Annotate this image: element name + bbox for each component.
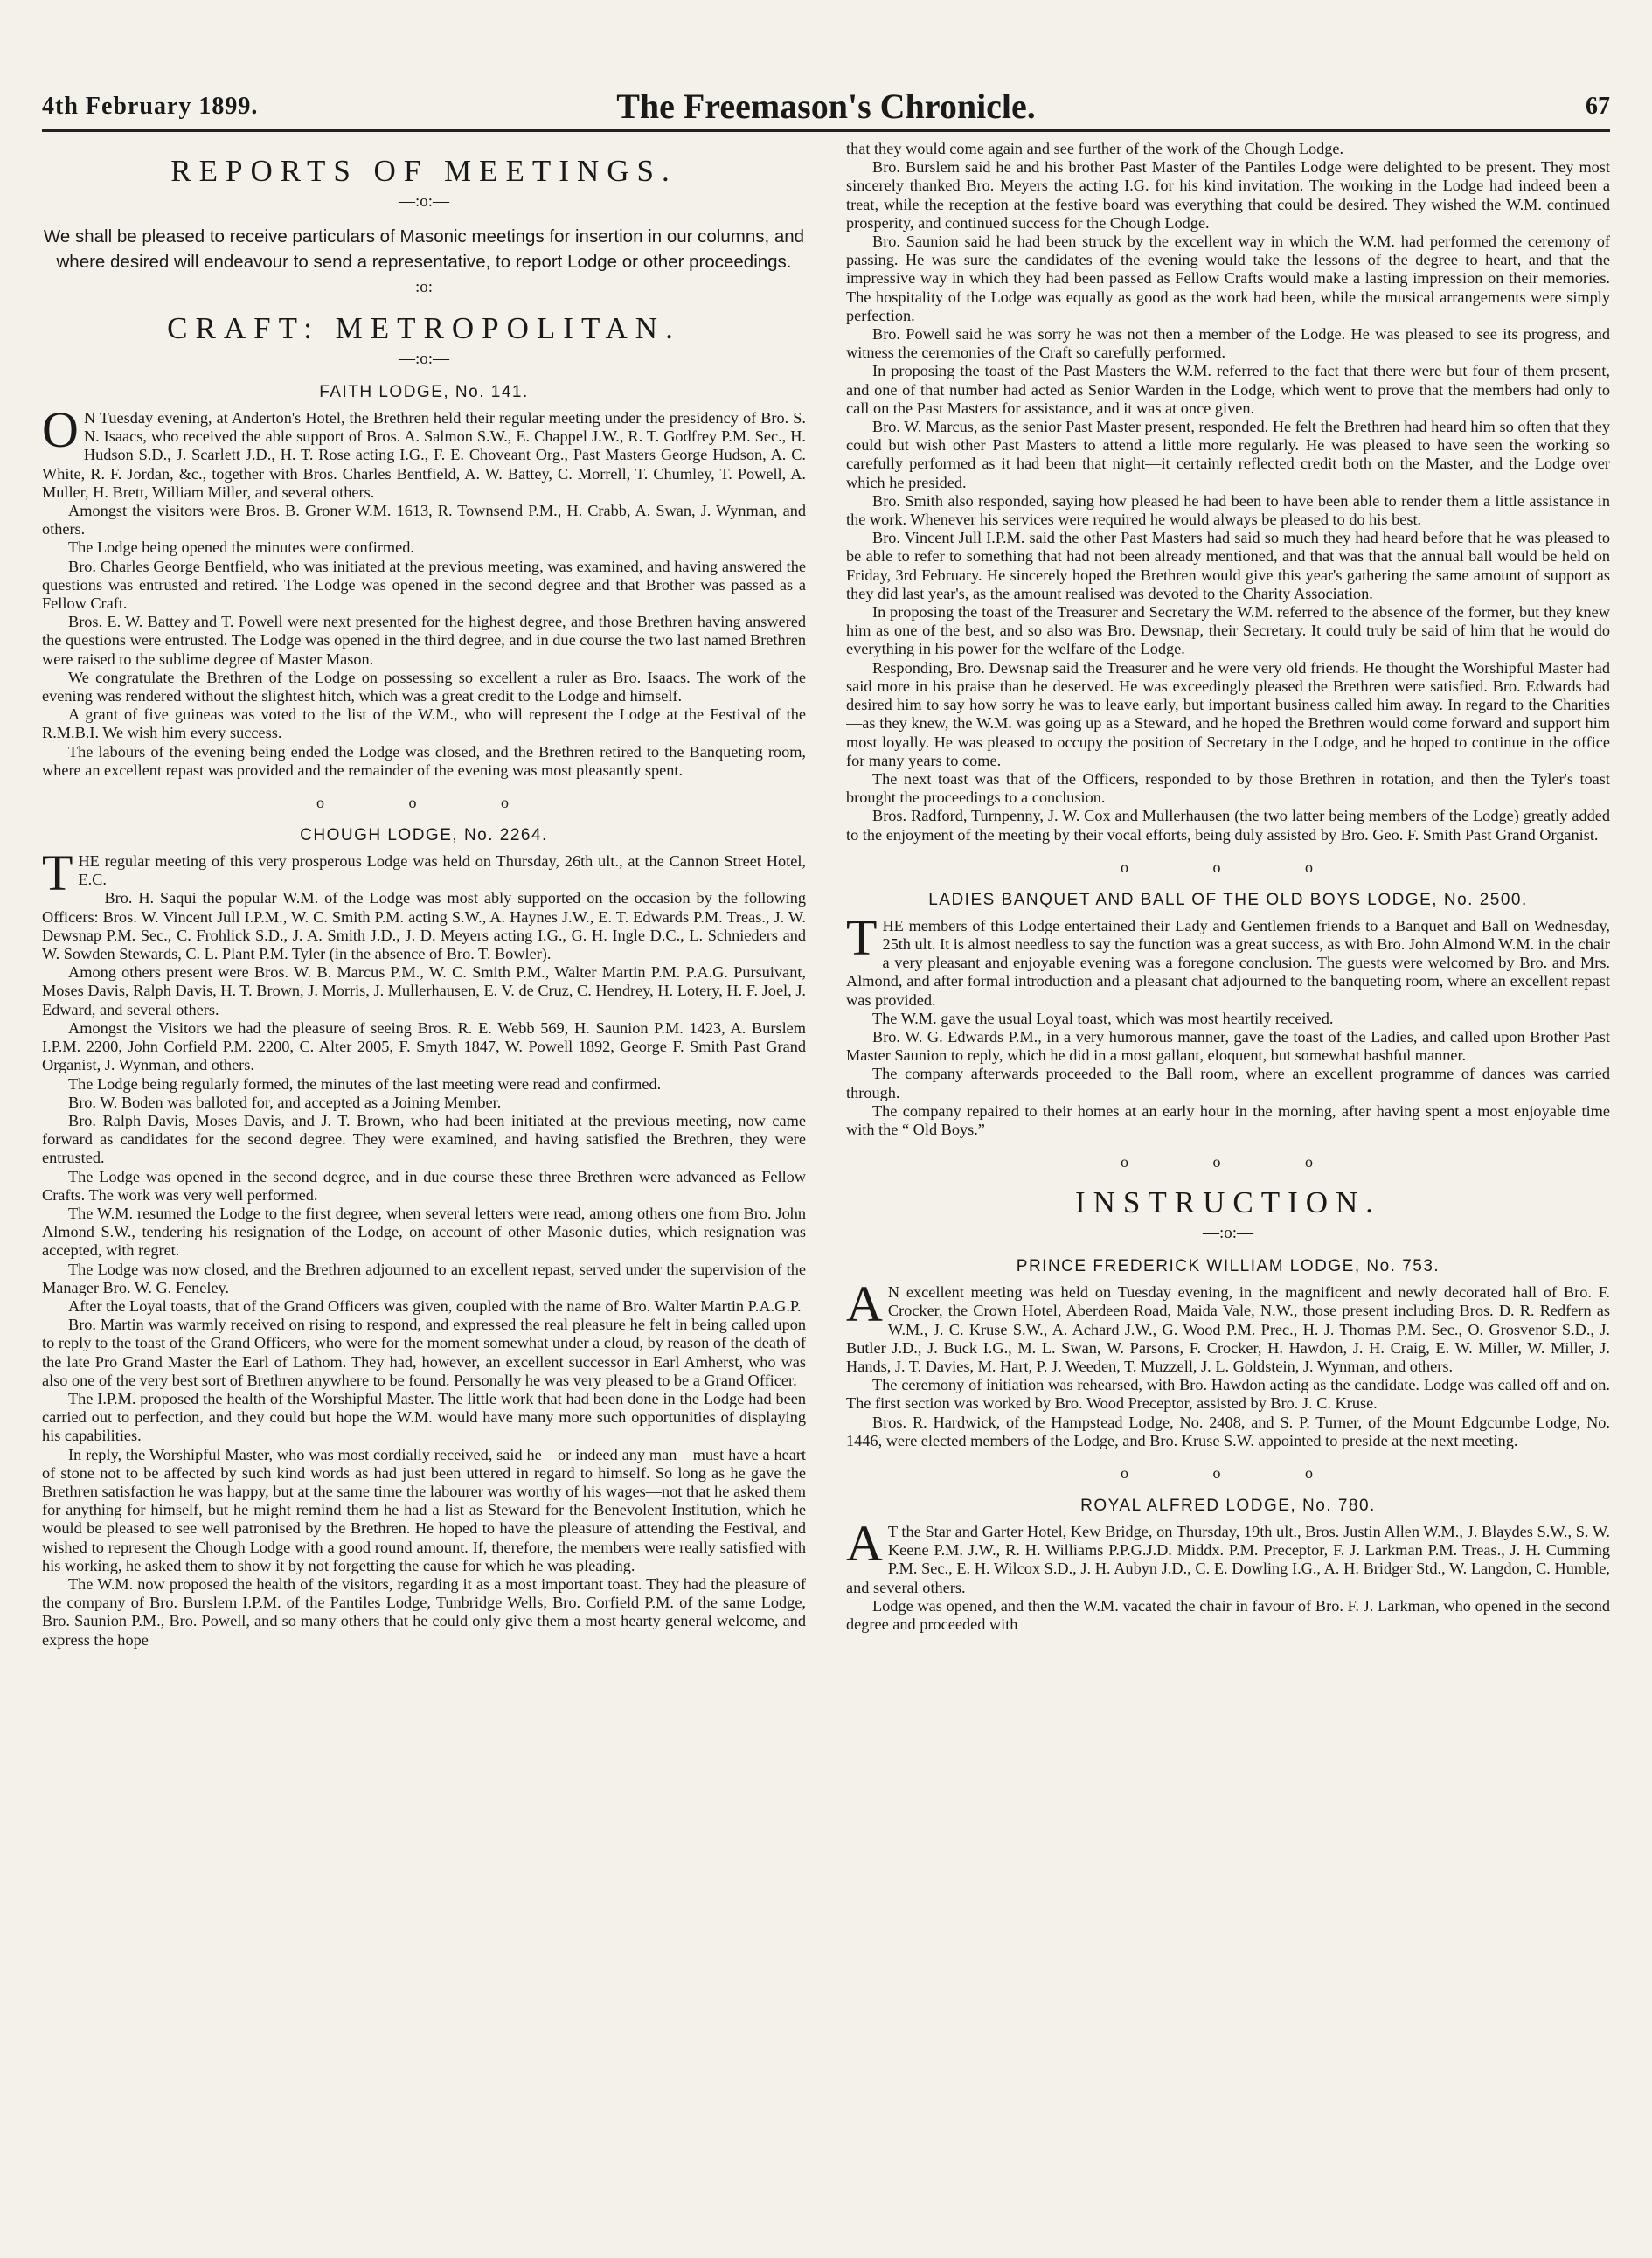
chough-paragraph: Among others present were Bros. W. B. Marcus P.M., W. C. Smith P.M., Walter Martin P.M. P.A.G. Pursuivant, Moses Davis, Ralph Davis, H. T. Brown, J. Morris, J. Mullerhausen, E. V. de Cruz, C. Hendrey, H. Lotery, H. F. Joel, J. Edward, and several others. — [42, 963, 806, 1018]
pfw-paragraph: A N excellent meeting was held on Tuesday evening, in the magnificent and newly decorated hall of Bro. F. Crocker, the Crown Hotel, Aberdeen Road, Maida Vale, N.W., those present including Bros. D. R. Redfern as W.M., J. C. Kruse S.W., A. Achard J.W., G. Wood P.M. Prec., H. J. Thomas P.M. Sec., O. Grosvenor S.D., J. Butler J.D., J. Buck I.G., M. L. Swan, W. Parsons, F. Crocker, H. Hawdon, J. H. Craig, E. W. Miller, W. Miller, J. Hands, J. T. Davies, M. Hart, P. J. Weeden, T. Muzzell, J. L. Goldstein, J. Wynman, and others. — [846, 1275, 1610, 1375]
section-separator: o o o — [1121, 1153, 1353, 1171]
ladies-paragraph: The W.M. gave the usual Loyal toast, which was most heartily received. — [872, 1009, 1334, 1027]
editorial-notice: We shall be pleased to receive particulars of Masonic meetings for insertion in our columns, and where desired will endeavour to send a representative, to report Lodge or other proceedings. — [43, 226, 805, 272]
reports-heading: REPORTS OF MEETINGS. — [170, 154, 677, 188]
faith-paragraph: Bros. E. W. Battey and T. Powell were next presented for the highest degree, and those Brethren having answered the questions were entrusted. The Lodge was opened in the third degree, and in due course the two last named Brethren were raised to the sublime degree of Master Mason. — [42, 613, 806, 668]
faith-paragraph: O N Tuesday evening, at Anderton's Hotel, the Brethren held their regular meeting under the presidency of Bro. S. N. Isaacs, who received the able support of Bros. A. Salmon S.W., E. Chappel J.W., R. T. Godfrey P.M. Sec., H. Hudson S.D., J. Scarlett J.D., H. T. Rose acting I.G., F. E. Choveant Org., Past Masters George Hudson, A. C. White, R. F. Jordan, &c., together with Bros. Charles Bentfield, A. W. Battey, C. Morrell, T. Chumley, T. Powell, A. Muller, H. Brett, William Miller, and several others. — [42, 401, 806, 501]
craft-heading: CRAFT: METROPOLITAN. — [167, 311, 681, 345]
chough-paragraph: In proposing the toast of the Past Masters the W.M. referred to the fact that there were but four of them present, and one of that number had acted as Senior Warden in the Lodge, which went to prove that the members had only to call on the Past Masters for assistance, and it was at once given. — [846, 362, 1610, 417]
prince-frederick-william-title: PRINCE FREDERICK WILLIAM LODGE, No. 753. — [1016, 1257, 1440, 1276]
ladies-paragraph: Bro. W. G. Edwards P.M., in a very humorous manner, gave the toast of the Ladies, and called upon Brother Past Master Saunion to reply, which he did in a most gallant, eloquent, but somewhat bashful manner. — [846, 1027, 1610, 1065]
right-column — [846, 140, 1610, 2238]
chough-continued: that they would come again and see further of the work of the Chough Lodge. — [846, 140, 1344, 157]
faith-paragraph: A grant of five guineas was voted to the list of the W.M., who will represent the Lodge at the Festival of the R.M.B.I. We wish him every success. — [42, 705, 806, 742]
instruction-heading: INSTRUCTION. — [1074, 1185, 1382, 1220]
pfw-paragraph: The ceremony of initiation was rehearsed, with Bro. Hawdon acting as the candidate. Lodge was called off and on. The first section was worked by Bro. Wood Preceptor, assisted by Bro. J. C. Kruse. — [846, 1376, 1610, 1413]
header-rule — [42, 129, 1610, 132]
chough-paragraph: Bro. W. Marcus, as the senior Past Master present, responded. He felt the Brethren had heard him so often that they could but wish other Past Masters to attend a little more regularly. He was pleased to have seen the working so carefully performed as it had been that night—it certainly reflected credit both on the Master, and the Lodge over which he presided. — [846, 418, 1610, 491]
drop-cap: T — [846, 908, 878, 966]
chough-paragraph: The W.M. now proposed the health of the visitors, regarding it as a most important toast. They had the pleasure of the company of Bro. Burslem I.P.M. of the Pantiles Lodge, Tunbridge Wells, Bro. Corfield P.M. of the same Lodge, Bro. Saunion P.M., Bro. Powell, and so many others that he could only give them a most hearty general welcome, and express the hope — [42, 1574, 806, 1649]
faith-paragraph: We congratulate the Brethren of the Lodge on possessing so excellent a ruler as Bro. Isaacs. The work of the evening was rendered without the slightest hitch, which was a great credit to the Lodge and himself. — [42, 668, 806, 705]
page-header — [42, 86, 1610, 126]
section-separator: o o o — [316, 794, 549, 812]
chough-paragraph: Bro. Vincent Jull I.P.M. said the other Past Masters had said so much they had heard before that he was pleased to be able to refer to something that had not been already mentioned, and that was that the annual ball would be held on Friday, 3rd February. He sincerely hoped the Brethren would give this year's gathering the same amount of support as they did last year's, as the amount realised was devoted to the Charity Association. — [846, 529, 1610, 602]
chough-paragraph: Responding, Bro. Dewsnap said the Treasurer and he were very old friends. He thought the Worshipful Master had said more in his praise than he deserved. He was exceedingly pleased the Brethren were satisfied. Bro. Edwards had desired him to say how sorry he was to leave early, but important business called him away. In regard to the Charities—as they knew, the W.M. was going up as a Steward, and he hoped the Brethren would come forward and support him most loyally. He was pleased to occupy the position of Secretary in the Lodge, and he hoped to continue in the office for many years to come. — [846, 658, 1610, 769]
ornament: —:o:— — [398, 350, 450, 368]
masthead-title: The Freemason's Chronicle. — [616, 87, 1036, 126]
chough-paragraph: Bros. Radford, Turnpenny, J. W. Cox and Mullerhausen (the two latter being members of the Lodge) greatly added to the enjoyment of the meeting by their vocal efforts, being duly assisted by Bro. Geo. F. Smith Past Grand Organist. — [846, 807, 1610, 844]
faith-paragraph: The labours of the evening being ended the Lodge was closed, and the Brethren retired to the Banqueting room, where an excellent repast was provided and the remainder of the evening was most pleasantly spent. — [42, 742, 806, 779]
pfw-paragraph: Bros. R. Hardwick, of the Hampstead Lodge, No. 2408, and S. P. Turner, of the Mount Edgcumbe Lodge, No. 1446, were elected members of the Lodge, and Bro. Kruse S.W. appointed to preside at the next meeting. — [846, 1413, 1610, 1449]
section-separator: o o o — [1121, 858, 1353, 876]
chough-paragraph: Bro. Martin was warmly received on rising to respond, and expressed the real pleasure he felt in being called upon to reply to the toast of the Grand Officers, who were for the moment somewhat under a cloud, by reason of the death of the late Pro Grand Master the Earl of Lathom. They had, however, an excellent successor in Earl Amherst, who was also one of the very best sort of Brethren anywhere to be found. Personally he was very pleased to be a Grand Officer. — [42, 1316, 806, 1389]
chough-paragraph: Bro. Burslem said he and his brother Past Master of the Pantiles Lodge were delighted to be present. They most sincerely thanked Bro. Meyers the acting I.G. for his kind invitation. The working in the Lodge had indeed been a treat, while the reception at the festive board was everything that could be desired. They wished the W.M. continued prosperity, and continued success for the Chough Lodge. — [846, 158, 1610, 232]
ladies-paragraph: The company afterwards proceeded to the Ball room, where an excellent programme of dances was carried through. — [846, 1065, 1610, 1101]
chough-paragraph: Amongst the Visitors we had the pleasure of seeing Bros. R. E. Webb 569, H. Saunion P.M. 1423, A. Burslem I.P.M. 2200, John Corfield P.M. 2200, C. Alter 2005, F. Smyth 1847, W. Powell 1892, George F. Smith Past Grand Organist, J. Wynman, and others. — [42, 1018, 806, 1074]
ladies-paragraph: THE members of this Lodge entertained their Lady and Gentlemen friends to a Banquet and Ball on Wednesday, 25th ult. It is almost needless to say the function was a great success, as with Bro. John Almond W.M. in the chair a very pleasant and enjoyable evening was a foregone conclusion. The guests were welcomed by Bro. and Mrs. Almond, and after formal introduction and a pleasant chat adjourned to the banqueting room, where an excellent repast was provided. — [846, 908, 1610, 1009]
ladies-banquet-title: LADIES BANQUET AND BALL OF THE OLD BOYS LODGE, No. 2500. — [928, 890, 1528, 909]
chough-paragraph: The Lodge was opened in the second degree, and in due course these three Brethren were advanced as Fellow Crafts. The work was very well performed. — [42, 1167, 806, 1204]
royal-alfred-title: ROYAL ALFRED LODGE, No. 780. — [1080, 1496, 1376, 1515]
chough-paragraph: After the Loyal toasts, that of the Grand Officers was given, coupled with the name of Bro. Walter Martin P.A.G.P. — [68, 1296, 802, 1315]
royal-alfred-paragraph: Lodge was opened, and then the W.M. vacated the chair in favour of Bro. F. J. Larkman, who opened in the second degree and proceeded with — [846, 1596, 1610, 1633]
chough-paragraph: Bro. W. Boden was balloted for, and accepted as a Joining Member. — [68, 1093, 502, 1111]
chough-paragraph: Bro. Ralph Davis, Moses Davis, and J. T. Brown, who had been initiated at the previous meeting, now came forward as candidates for the second degree. They were examined, and having satisfied the Brethren, they were entrusted. — [42, 1111, 806, 1167]
chough-paragraph: Bro. Powell said he was sorry he was not then a member of the Lodge. He was pleased to see its progress, and witness the ceremonies of the Craft so carefully performed. — [846, 325, 1610, 362]
chough-paragraph: Bro. Saunion said he had been struck by the excellent way in which the W.M. had performed the ceremony of passing. He was sure the candidates of the evening would take the lessons of the degree to heart, and that the impressive way in which they had been passed as Fellow Crafts would make a lasting impression on their memories. The hospitality of the Lodge was equally as good as the work had been, while the musical arrangements were simply perfection. — [846, 233, 1610, 324]
ornament: —:o:— — [398, 192, 450, 211]
left-column — [42, 140, 806, 2238]
ornament: —:o:— — [398, 278, 450, 296]
section-separator: o o o — [1121, 1463, 1353, 1482]
drop-cap: T — [42, 844, 73, 902]
ladies-paragraph: The company repaired to their homes at an early hour in the morning, after having spent a most enjoyable time with the “ Old Boys.” — [846, 1101, 1610, 1138]
royal-alfred-paragraph: A T the Star and Garter Hotel, Kew Bridge, on Thursday, 19th ult., Bros. Justin Allen W.M., J. Blaydes S.W., S. W. Keene P.M. J.W., R. H. Williams P.P.G.J.D. Middx. P.M. Preceptor, F. J. Larkman P.M. Treas., J. H. Cumming P.M. Sec., E. H. Wilcox S.D., J. H. Aubyn J.D., C. E. Dowling I.G., A. H. Bridger Std., W. Langdon, C. Humble, and several others. — [846, 1514, 1610, 1596]
chough-paragraph: The Lodge was now closed, and the Brethren adjourned to an excellent repast, served under the supervision of the Manager Bro. W. G. Feneley. — [42, 1260, 806, 1296]
chough-paragraph: The I.P.M. proposed the health of the Worshipful Master. The little work that had been done in the Lodge had been carried out to perfection, and they could but hope the W.M. would have many more such opportunities of displaying his capabilities. — [42, 1389, 806, 1445]
ornament: —:o:— — [1202, 1224, 1254, 1243]
chough-paragraph: In reply, the Worshipful Master, who was most cordially received, said he—or indeed any man—must have a heart of stone not to be affected by such kind words as had just been uttered in regard to himself. So long as he gave the Brethren satisfaction he was happy, but at the same time the labourer was worthy of his wages—not that he asked them for anything for himself, but he might remind them he had a list as Steward for the Benevolent Institution, which he would be pleased to see well patronised by the Brethren. He hoped to have the pleasure of attending the Festival, and wished to represent the Chough Lodge with a good round amount. If, therefore, the members were really satisfied with his working, he asked them to show it by not forgetting the cause for which he was pleading. — [42, 1445, 806, 1574]
chough-lodge-title: CHOUGH LODGE, No. 2264. — [300, 826, 548, 845]
drop-cap: O — [42, 401, 79, 458]
chough-paragraph: Bro. H. Saqui the popular W.M. of the Lodge was most ably supported on the occasion by the following Officers: Bros. W. Vincent Jull I.P.M., W. C. Smith P.M. acting S.W., A. Haynes J.W., E. T. Edwards P.M. Treas., J. W. Dewsnap P.M. Sec., C. Frohlick S.D., J. A. Smith J.D., J. D. Meyers acting I.G., G. H. Ingle D.C., L. Schnieders and W. Sowden Stewards, C. L. Plant P.M. Tyler (in the absence of Bro. T. Bowler). — [42, 889, 806, 963]
chough-paragraph: The next toast was that of the Officers, responded to by those Brethren in rotation, and then the Tyler's toast brought the proceedings to a conclusion. — [846, 769, 1610, 807]
issue-date: 4th February 1899. — [42, 93, 259, 120]
faith-paragraph: Bro. Charles George Bentfield, who was initiated at the previous meeting, was examined, and having answered the questions was entrusted and retired. The Lodge was opened in the second degree and that Brother was passed as a Fellow Craft. — [42, 557, 806, 613]
drop-cap: A — [846, 1514, 883, 1572]
chough-paragraph: THE regular meeting of this very prosperous Lodge was held on Thursday, 26th ult., at the Cannon Street Hotel, E.C. — [42, 844, 806, 902]
chough-paragraph: The Lodge being regularly formed, the minutes of the last meeting were read and confirmed. — [68, 1074, 662, 1093]
faith-lodge-title: FAITH LODGE, No. 141. — [319, 383, 529, 401]
chough-paragraph: The W.M. resumed the Lodge to the first degree, when several letters were read, among others one from Bro. John Almond S.W., tendering his resignation of the Lodge, on account of other Masonic duties, which resignation was accepted, with regret. — [42, 1204, 806, 1260]
chough-paragraph: In proposing the toast of the Treasurer and Secretary the W.M. referred to the absence of the former, but they knew him as one of the best, and so also was Bro. Dewsnap, their Secretary. It could truly be said of him that he would do everything in his power for the welfare of the Lodge. — [846, 603, 1610, 658]
page-number: 67 — [1586, 93, 1610, 120]
drop-cap: A — [846, 1275, 883, 1333]
faith-paragraph: The Lodge being opened the minutes were confirmed. — [68, 538, 414, 557]
chough-paragraph: Bro. Smith also responded, saying how pleased he had been to have been able to render them a little assistance in the work. Whenever his services were required he would always be pleased to do his best. — [846, 491, 1610, 529]
faith-paragraph: Amongst the visitors were Bros. B. Groner W.M. 1613, R. Townsend P.M., H. Crabb, A. Swan, J. Wynman, and others. — [42, 502, 806, 538]
